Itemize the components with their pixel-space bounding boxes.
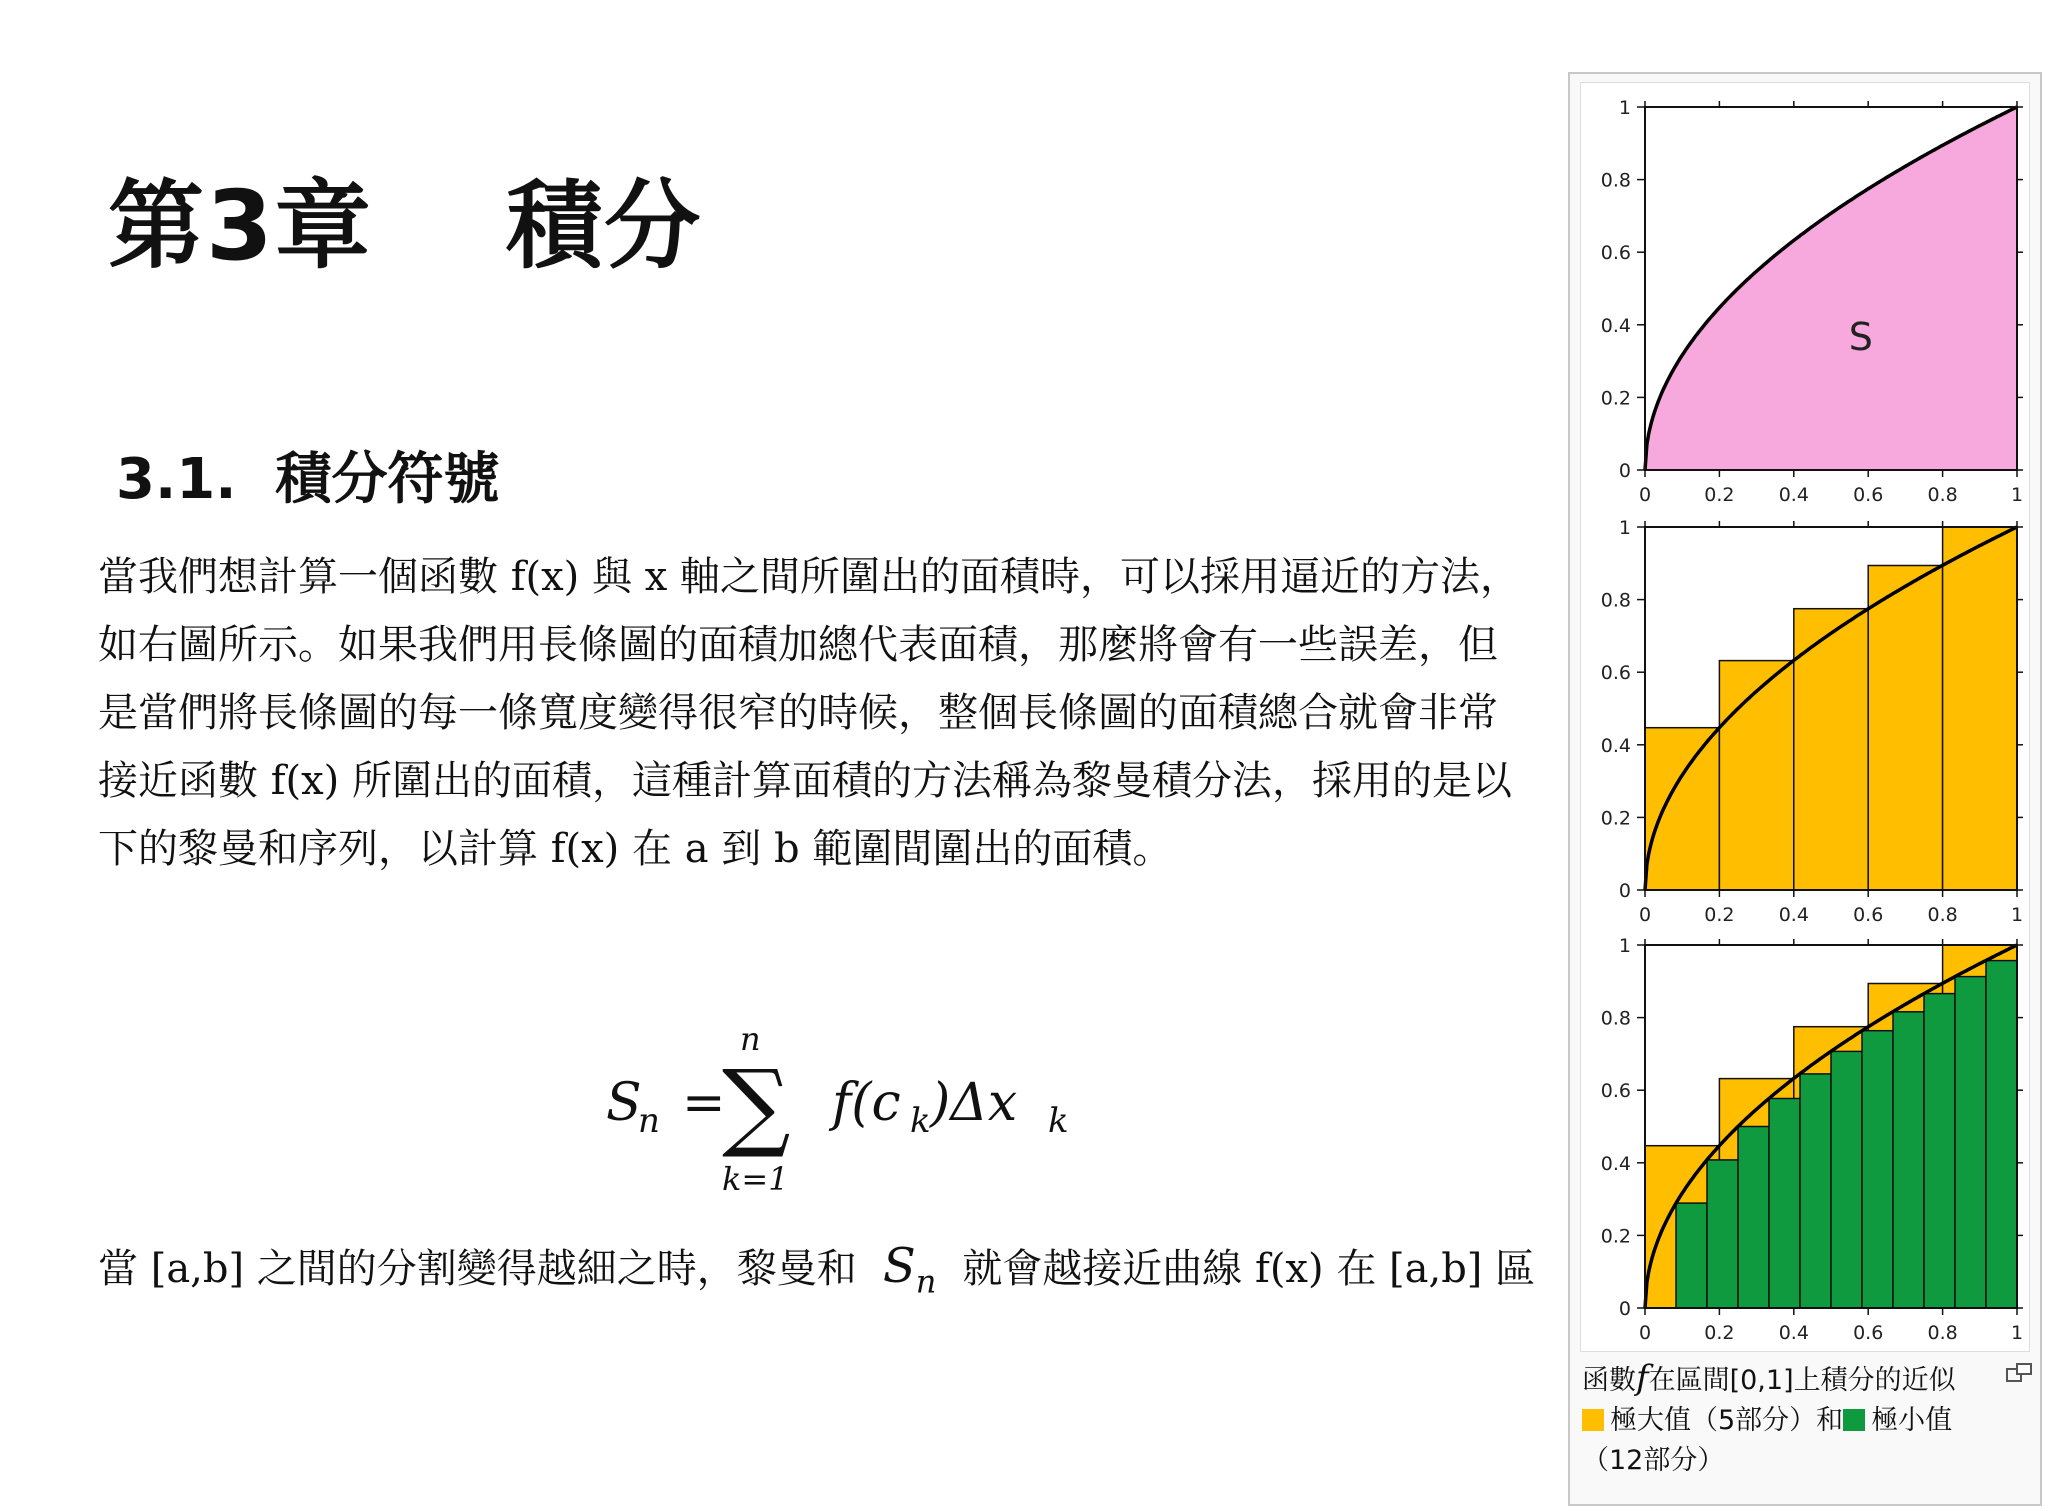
- x-tick-label: 0.2: [1704, 484, 1735, 506]
- formula-term-sub: k: [910, 1101, 931, 1141]
- inline-sn-sub: n: [915, 1262, 937, 1301]
- x-tick-label: 0.6: [1853, 904, 1884, 926]
- x-tick-label: 0.8: [1927, 904, 1958, 926]
- y-tick-label: 0.2: [1600, 387, 1631, 410]
- legend-max: 極大值（5部分）和: [1610, 1405, 1844, 1436]
- y-tick-label: 0.6: [1600, 1080, 1631, 1103]
- lower-bar-4: [1769, 1099, 1800, 1309]
- inline-sn-symbol: S: [882, 1238, 916, 1294]
- lower-bar-11: [1986, 961, 2017, 1308]
- paragraph-line-1: 當我們想計算一個函數 f(x) 與 x 軸之間所圍出的面積時，可以採用逼近的方法，: [98, 554, 1520, 600]
- formula-equals: =: [682, 1073, 726, 1133]
- body-paragraph: [98, 543, 1558, 883]
- legend-swatch-upper: [1582, 1409, 1604, 1431]
- lower-bar-7: [1862, 1031, 1893, 1308]
- x-tick-label: 0.4: [1778, 1322, 1809, 1344]
- figure-charts: [1580, 82, 2030, 1352]
- lower-bar-1: [1676, 1203, 1707, 1308]
- caption-rest: 在區間[0,1]上積分的近似: [1648, 1365, 1956, 1396]
- paragraph-line-2: 如右圖所示。如果我們用長條圖的面積加總代表面積，那麼將會有一些誤差，但: [98, 622, 1498, 668]
- y-tick-label: 0.4: [1600, 314, 1631, 337]
- sigma-symbol: ∑: [722, 1049, 791, 1161]
- formula-term-sub2: k: [1048, 1101, 1069, 1141]
- x-tick-label: 0.4: [1778, 904, 1809, 926]
- y-tick-label: 0.2: [1600, 807, 1631, 830]
- formula-sum-upper: n: [740, 1020, 761, 1058]
- paragraph-line-5: 下的黎曼和序列，以計算 f(x) 在 a 到 b 範圍間圍出的面積。: [98, 826, 1173, 872]
- y-tick-label: 0: [1618, 1298, 1631, 1320]
- closing-sentence: [98, 1232, 1535, 1316]
- upper-bar-5: [1943, 527, 2017, 890]
- upper-bar-2: [1719, 661, 1793, 890]
- chart-3: [1601, 935, 2023, 1344]
- y-tick-label: 0.2: [1600, 1225, 1631, 1248]
- lower-bar-2: [1707, 1160, 1738, 1308]
- legend-min: 極小值: [1871, 1405, 1953, 1436]
- formula-term-rest: )Δx: [930, 1073, 1018, 1133]
- x-tick-label: 0.6: [1853, 484, 1884, 506]
- x-tick-label: 0: [1638, 484, 1652, 506]
- lower-bar-9: [1924, 994, 1955, 1308]
- x-tick-label: 1: [2010, 484, 2024, 506]
- y-tick-label: 0.6: [1600, 662, 1631, 685]
- caption-prefix: 函數: [1582, 1365, 1636, 1396]
- legend-swatch-lower: [1843, 1409, 1865, 1431]
- y-tick-label: 0.4: [1600, 1152, 1631, 1175]
- y-tick-label: 1: [1618, 517, 1631, 539]
- y-tick-label: 0.8: [1600, 169, 1631, 192]
- formula-lhs-sub: n: [638, 1101, 660, 1141]
- area-label: S: [1848, 315, 1873, 360]
- y-tick-label: 0: [1618, 460, 1631, 482]
- figure-panel: [1568, 72, 2042, 1506]
- y-tick-label: 1: [1618, 935, 1631, 957]
- riemann-sum-formula: [600, 1020, 1080, 1200]
- x-tick-label: 1: [2010, 1322, 2024, 1344]
- caption-f: f: [1636, 1358, 1649, 1398]
- paragraph-line-4: 接近函數 f(x) 所圍出的面積，這種計算面積的方法稱為黎曼積分法，採用的是以: [98, 758, 1513, 804]
- lower-bar-5: [1800, 1074, 1831, 1308]
- y-tick-label: 0.8: [1600, 589, 1631, 612]
- closing-before: 當 [a,b] 之間的分割變得越細之時，黎曼和: [98, 1246, 857, 1292]
- closing-after: 就會越接近曲線 f(x) 在 [a,b] 區: [962, 1246, 1536, 1292]
- x-tick-label: 0.2: [1704, 904, 1735, 926]
- x-tick-label: 1: [2010, 904, 2024, 926]
- upper-bar-4: [1868, 566, 1942, 891]
- section-title: 3.1. 積分符號: [116, 447, 500, 512]
- y-tick-label: 1: [1618, 97, 1631, 119]
- legend-tail: （12部分）: [1582, 1445, 1725, 1476]
- x-tick-label: 0.8: [1927, 1322, 1958, 1344]
- formula-term: f(c: [832, 1073, 901, 1133]
- x-tick-label: 0: [1638, 1322, 1652, 1344]
- y-tick-label: 0.8: [1600, 1007, 1631, 1030]
- y-tick-label: 0: [1618, 880, 1631, 902]
- formula-sum-lower: k=1: [722, 1160, 789, 1198]
- lower-bar-10: [1955, 977, 1986, 1308]
- x-tick-label: 0.6: [1853, 1322, 1884, 1344]
- chart-2: [1601, 517, 2023, 926]
- y-tick-label: 0.4: [1600, 734, 1631, 757]
- lower-bar-8: [1893, 1012, 1924, 1308]
- area-fill: [1645, 107, 2017, 470]
- riemann-charts: [1581, 83, 2029, 1351]
- lower-bar-6: [1831, 1051, 1862, 1308]
- x-tick-label: 0.4: [1778, 484, 1809, 506]
- x-tick-label: 0.2: [1704, 1322, 1735, 1344]
- lower-bar-3: [1738, 1127, 1769, 1309]
- paragraph-line-3: 是當們將長條圖的每一條寬度變得很窄的時候，整個長條圖的面積總合就會非常: [98, 690, 1498, 736]
- chart-1: [1601, 97, 2023, 506]
- y-tick-label: 0.6: [1600, 242, 1631, 265]
- x-tick-label: 0: [1638, 904, 1652, 926]
- inline-sn: [882, 1238, 937, 1301]
- formula-lhs: S: [606, 1073, 642, 1133]
- x-tick-label: 0.8: [1927, 484, 1958, 506]
- chapter-title: 第3章 積分: [108, 170, 703, 282]
- upper-bar-1: [1645, 728, 1719, 890]
- figure-caption: [1582, 1358, 2022, 1481]
